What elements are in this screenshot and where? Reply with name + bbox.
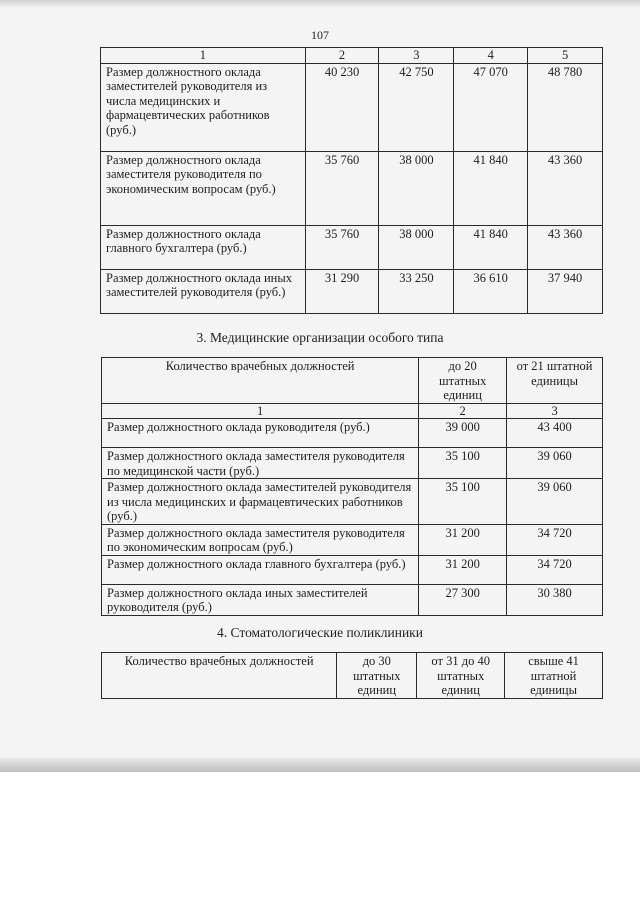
salary-table-continued bbox=[100, 47, 603, 314]
column-index: 1 bbox=[101, 48, 306, 64]
cell-value: 36 610 bbox=[454, 269, 528, 313]
column-header: свыше 41 штатной единицы bbox=[505, 653, 603, 699]
cell-value: 35 100 bbox=[419, 479, 507, 525]
cell-value: 35 100 bbox=[419, 448, 507, 479]
cell-value: 34 720 bbox=[507, 524, 603, 555]
column-header: Количество врачебных должностей bbox=[102, 358, 419, 404]
cell-value: 37 940 bbox=[528, 269, 603, 313]
cell-value: 40 230 bbox=[305, 63, 379, 151]
table-row bbox=[102, 448, 603, 479]
cell-value: 47 070 bbox=[454, 63, 528, 151]
cell-value: 35 760 bbox=[305, 225, 379, 269]
row-label: Размер должностного оклада заместителя руководителя по экономическим вопросам (руб.) bbox=[102, 524, 419, 555]
column-index: 3 bbox=[379, 48, 454, 64]
dental-clinics-table bbox=[101, 652, 603, 699]
table-header-row bbox=[102, 653, 603, 699]
column-header: до 30 штатных единиц bbox=[337, 653, 417, 699]
cell-value: 48 780 bbox=[528, 63, 603, 151]
page-number: 107 bbox=[311, 28, 329, 42]
section-title: 3. Медицинские организации особого типа bbox=[196, 330, 444, 345]
table-row bbox=[102, 584, 603, 615]
column-header: Количество врачебных должностей bbox=[102, 653, 337, 699]
table-row bbox=[102, 479, 603, 525]
column-header: от 21 штатной единицы bbox=[507, 358, 603, 404]
table-row bbox=[102, 555, 603, 584]
table-header-row bbox=[102, 358, 603, 404]
column-header: от 31 до 40 штатных единиц bbox=[417, 653, 505, 699]
row-label: Размер должностного оклада иных заместителей руководителя (руб.) bbox=[102, 584, 419, 615]
table-row bbox=[101, 151, 603, 225]
special-organizations-table bbox=[101, 357, 603, 616]
table-row bbox=[102, 524, 603, 555]
table-index-row bbox=[101, 48, 603, 64]
cell-value: 38 000 bbox=[379, 151, 454, 225]
cell-value: 41 840 bbox=[454, 225, 528, 269]
scan-bottom-edge bbox=[0, 758, 640, 772]
row-label: Размер должностного оклада заместителей руководителя из числа медицинских и фармацевтических работников (руб.) bbox=[102, 479, 419, 525]
row-label: Размер должностного оклада главного бухгалтера (руб.) bbox=[102, 555, 419, 584]
scan-top-shadow bbox=[0, 0, 640, 8]
table-index-row bbox=[102, 403, 603, 419]
column-header: до 20 штатных единиц bbox=[419, 358, 507, 404]
row-label: Размер должностного оклада заместителя руководителя по экономическим вопросам (руб.) bbox=[101, 151, 306, 225]
column-index: 2 bbox=[419, 403, 507, 419]
table-row bbox=[101, 63, 603, 151]
cell-value: 31 200 bbox=[419, 524, 507, 555]
cell-value: 31 290 bbox=[305, 269, 379, 313]
cell-value: 43 360 bbox=[528, 225, 603, 269]
cell-value: 43 400 bbox=[507, 419, 603, 448]
row-label: Размер должностного оклада заместителя руководителя по медицинской части (руб.) bbox=[102, 448, 419, 479]
row-label: Размер должностного оклада заместителей руководителя из числа медицинских и фармацевтических работников (руб.) bbox=[101, 63, 306, 151]
cell-value: 39 060 bbox=[507, 479, 603, 525]
table-row bbox=[102, 419, 603, 448]
row-label: Размер должностного оклада руководителя (руб.) bbox=[102, 419, 419, 448]
cell-value: 39 000 bbox=[419, 419, 507, 448]
cell-value: 35 760 bbox=[305, 151, 379, 225]
cell-value: 39 060 bbox=[507, 448, 603, 479]
column-index: 5 bbox=[528, 48, 603, 64]
column-index: 4 bbox=[454, 48, 528, 64]
cell-value: 30 380 bbox=[507, 584, 603, 615]
table-row bbox=[101, 225, 603, 269]
column-index: 2 bbox=[305, 48, 379, 64]
cell-value: 43 360 bbox=[528, 151, 603, 225]
column-index: 3 bbox=[507, 403, 603, 419]
cell-value: 34 720 bbox=[507, 555, 603, 584]
section-title: 4. Стоматологические поликлиники bbox=[217, 625, 423, 640]
row-label: Размер должностного оклада главного бухгалтера (руб.) bbox=[101, 225, 306, 269]
column-index: 1 bbox=[102, 403, 419, 419]
cell-value: 41 840 bbox=[454, 151, 528, 225]
cell-value: 42 750 bbox=[379, 63, 454, 151]
row-label: Размер должностного оклада иных заместителей руководителя (руб.) bbox=[101, 269, 306, 313]
table-row bbox=[101, 269, 603, 313]
cell-value: 38 000 bbox=[379, 225, 454, 269]
cell-value: 33 250 bbox=[379, 269, 454, 313]
cell-value: 27 300 bbox=[419, 584, 507, 615]
cell-value: 31 200 bbox=[419, 555, 507, 584]
